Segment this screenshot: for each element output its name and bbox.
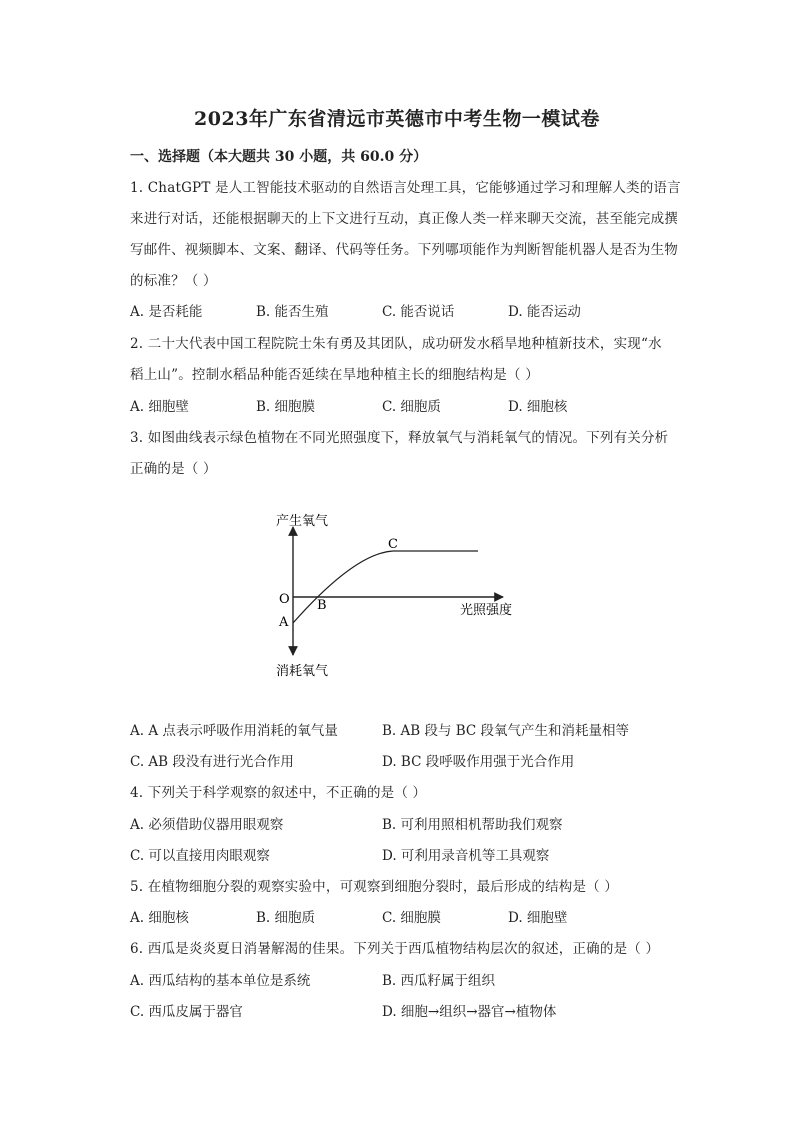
q2-option-c: C. 细胞质	[382, 399, 441, 415]
point-c-label: C	[388, 537, 398, 552]
oxygen-light-curve-figure	[260, 505, 540, 685]
q2-option-a: A. 细胞壁	[130, 399, 189, 415]
q2-line-1: 2. 二十大代表中国工程院院士朱有勇及其团队，成功研发水稻旱地种植新技术，实现“水	[130, 336, 662, 352]
q3-option-c: C. AB 段没有进行光合作用	[130, 754, 294, 770]
point-b-label: B	[317, 598, 327, 613]
exam-title: 2023年广东省清远市英德市中考生物一模试卷	[194, 108, 600, 130]
q5-option-d: D. 细胞壁	[508, 910, 568, 926]
q6-option-b: B. 西瓜籽属于组织	[382, 973, 496, 989]
q5-option-a: A. 细胞核	[130, 910, 189, 926]
q5-line-1: 5. 在植物细胞分裂的观察实验中，可观察到细胞分裂时，最后形成的结构是（ ）	[130, 879, 619, 895]
q3-line-1: 3. 如图曲线表示绿色植物在不同光照强度下，释放氧气与消耗氧气的情况。下列有关分析	[130, 430, 669, 446]
origin-label: O	[279, 592, 290, 607]
point-a-label: A	[279, 615, 289, 630]
q4-option-c: C. 可以直接用肉眼观察	[130, 848, 270, 864]
q1-option-a: A. 是否耗能	[130, 304, 203, 320]
q1-line-3: 写邮件、视频脚本、文案、翻译、代码等任务。下列哪项能作为判断智能机器人是否为生物	[130, 242, 678, 258]
q4-option-b: B. 可利用照相机帮助我们观察	[382, 817, 563, 833]
q2-option-d: D. 细胞核	[508, 399, 568, 415]
q1-option-b: B. 能否生殖	[256, 304, 329, 320]
q2-line-2: 稻上山”。控制水稻品种能否延续在旱地种植主长的细胞结构是（ ）	[130, 367, 539, 383]
q6-option-d: D. 细胞→组织→器官→植物体	[382, 1004, 557, 1020]
q3-option-b: B. AB 段与 BC 段氧气产生和消耗量相等	[382, 723, 630, 739]
q4-option-d: D. 可利用录音机等工具观察	[382, 848, 550, 864]
y-top-label: 产生氧气	[276, 514, 329, 529]
q6-option-a: A. 西瓜结构的基本单位是系统	[130, 973, 311, 989]
q6-option-c: C. 西瓜皮属于器官	[130, 1004, 243, 1020]
q5-option-c: C. 细胞膜	[382, 910, 441, 926]
q4-option-a: A. 必须借助仪器用眼观察	[130, 817, 284, 833]
y-bottom-label: 消耗氧气	[276, 664, 329, 679]
q1-option-c: C. 能否说话	[382, 304, 455, 320]
q4-line-1: 4. 下列关于科学观察的叙述中，不正确的是（ ）	[130, 785, 427, 801]
q1-line-2: 来进行对话，还能根据聊天的上下文进行互动，真正像人类一样来聊天交流，甚至能完成撰	[130, 211, 678, 227]
q3-line-2: 正确的是（ ）	[130, 461, 217, 477]
q5-option-b: B. 细胞质	[256, 910, 316, 926]
q1-line-4: 的标准？（ ）	[130, 273, 217, 289]
q2-option-b: B. 细胞膜	[256, 399, 316, 415]
q1-line-1: 1. ChatGPT 是人工智能技术驱动的自然语言处理工具，它能够通过学习和理解人类的语言	[130, 180, 681, 196]
q3-option-a: A. A 点表示呼吸作用消耗的氧气量	[130, 723, 338, 739]
q1-option-d: D. 能否运动	[508, 304, 581, 320]
section-heading: 一、选择题（本大题共 30 小题，共 60.0 分）	[130, 149, 428, 165]
x-axis-label: 光照强度	[460, 603, 513, 618]
q6-line-1: 6. 西瓜是炎炎夏日消暑解渴的佳果。下列关于西瓜植物结构层次的叙述，正确的是（ ）	[130, 941, 660, 957]
q3-option-d: D. BC 段呼吸作用强于光合作用	[382, 754, 575, 770]
